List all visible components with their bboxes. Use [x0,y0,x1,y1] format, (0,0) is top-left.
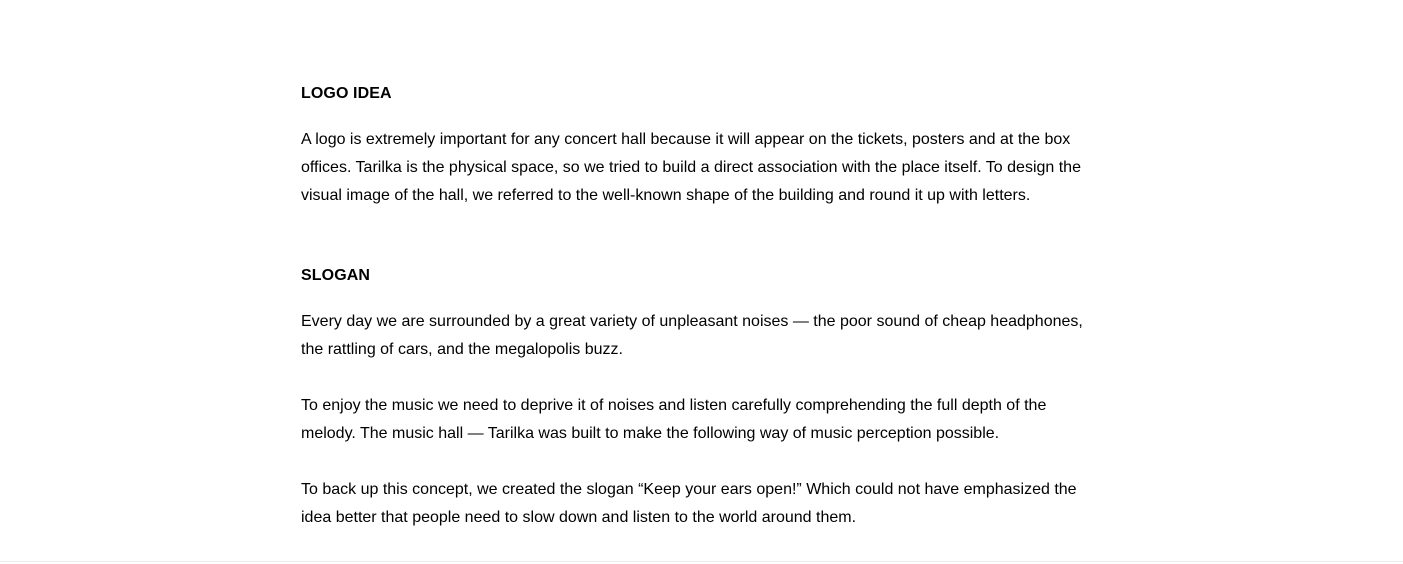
slogan-paragraph-2: To enjoy the music we need to deprive it of noises and listen carefully comprehending the full depth of the melody. The music hall — Tarilka was built to make the following way of music perception possible. [301,397,1047,442]
bottom-divider [0,561,1403,562]
section-title-logo-idea: LOGO IDEA [301,85,392,102]
article-content [301,84,1101,532]
logo-idea-section [301,84,1101,210]
slogan-section [301,266,1101,532]
logo-idea-paragraph: A logo is extremely important for any concert hall because it will appear on the tickets, posters and at the box offices. Tarilka is the physical space, so we tried to build a direct association with the place itself. To design the visual image of the hall, we referred to the well-known shape of the building and round it up with letters. [301,131,1081,204]
section-title-slogan: SLOGAN [301,267,371,284]
slogan-paragraph-3: To back up this concept, we created the slogan “Keep your ears open!” Which could not have emphasized the idea better that people need to slow down and listen to the world around them. [301,481,1077,526]
slogan-paragraph-1: Every day we are surrounded by a great variety of unpleasant noises — the poor sound of cheap headphones, the rattling of cars, and the megalopolis buzz. [301,313,1083,358]
